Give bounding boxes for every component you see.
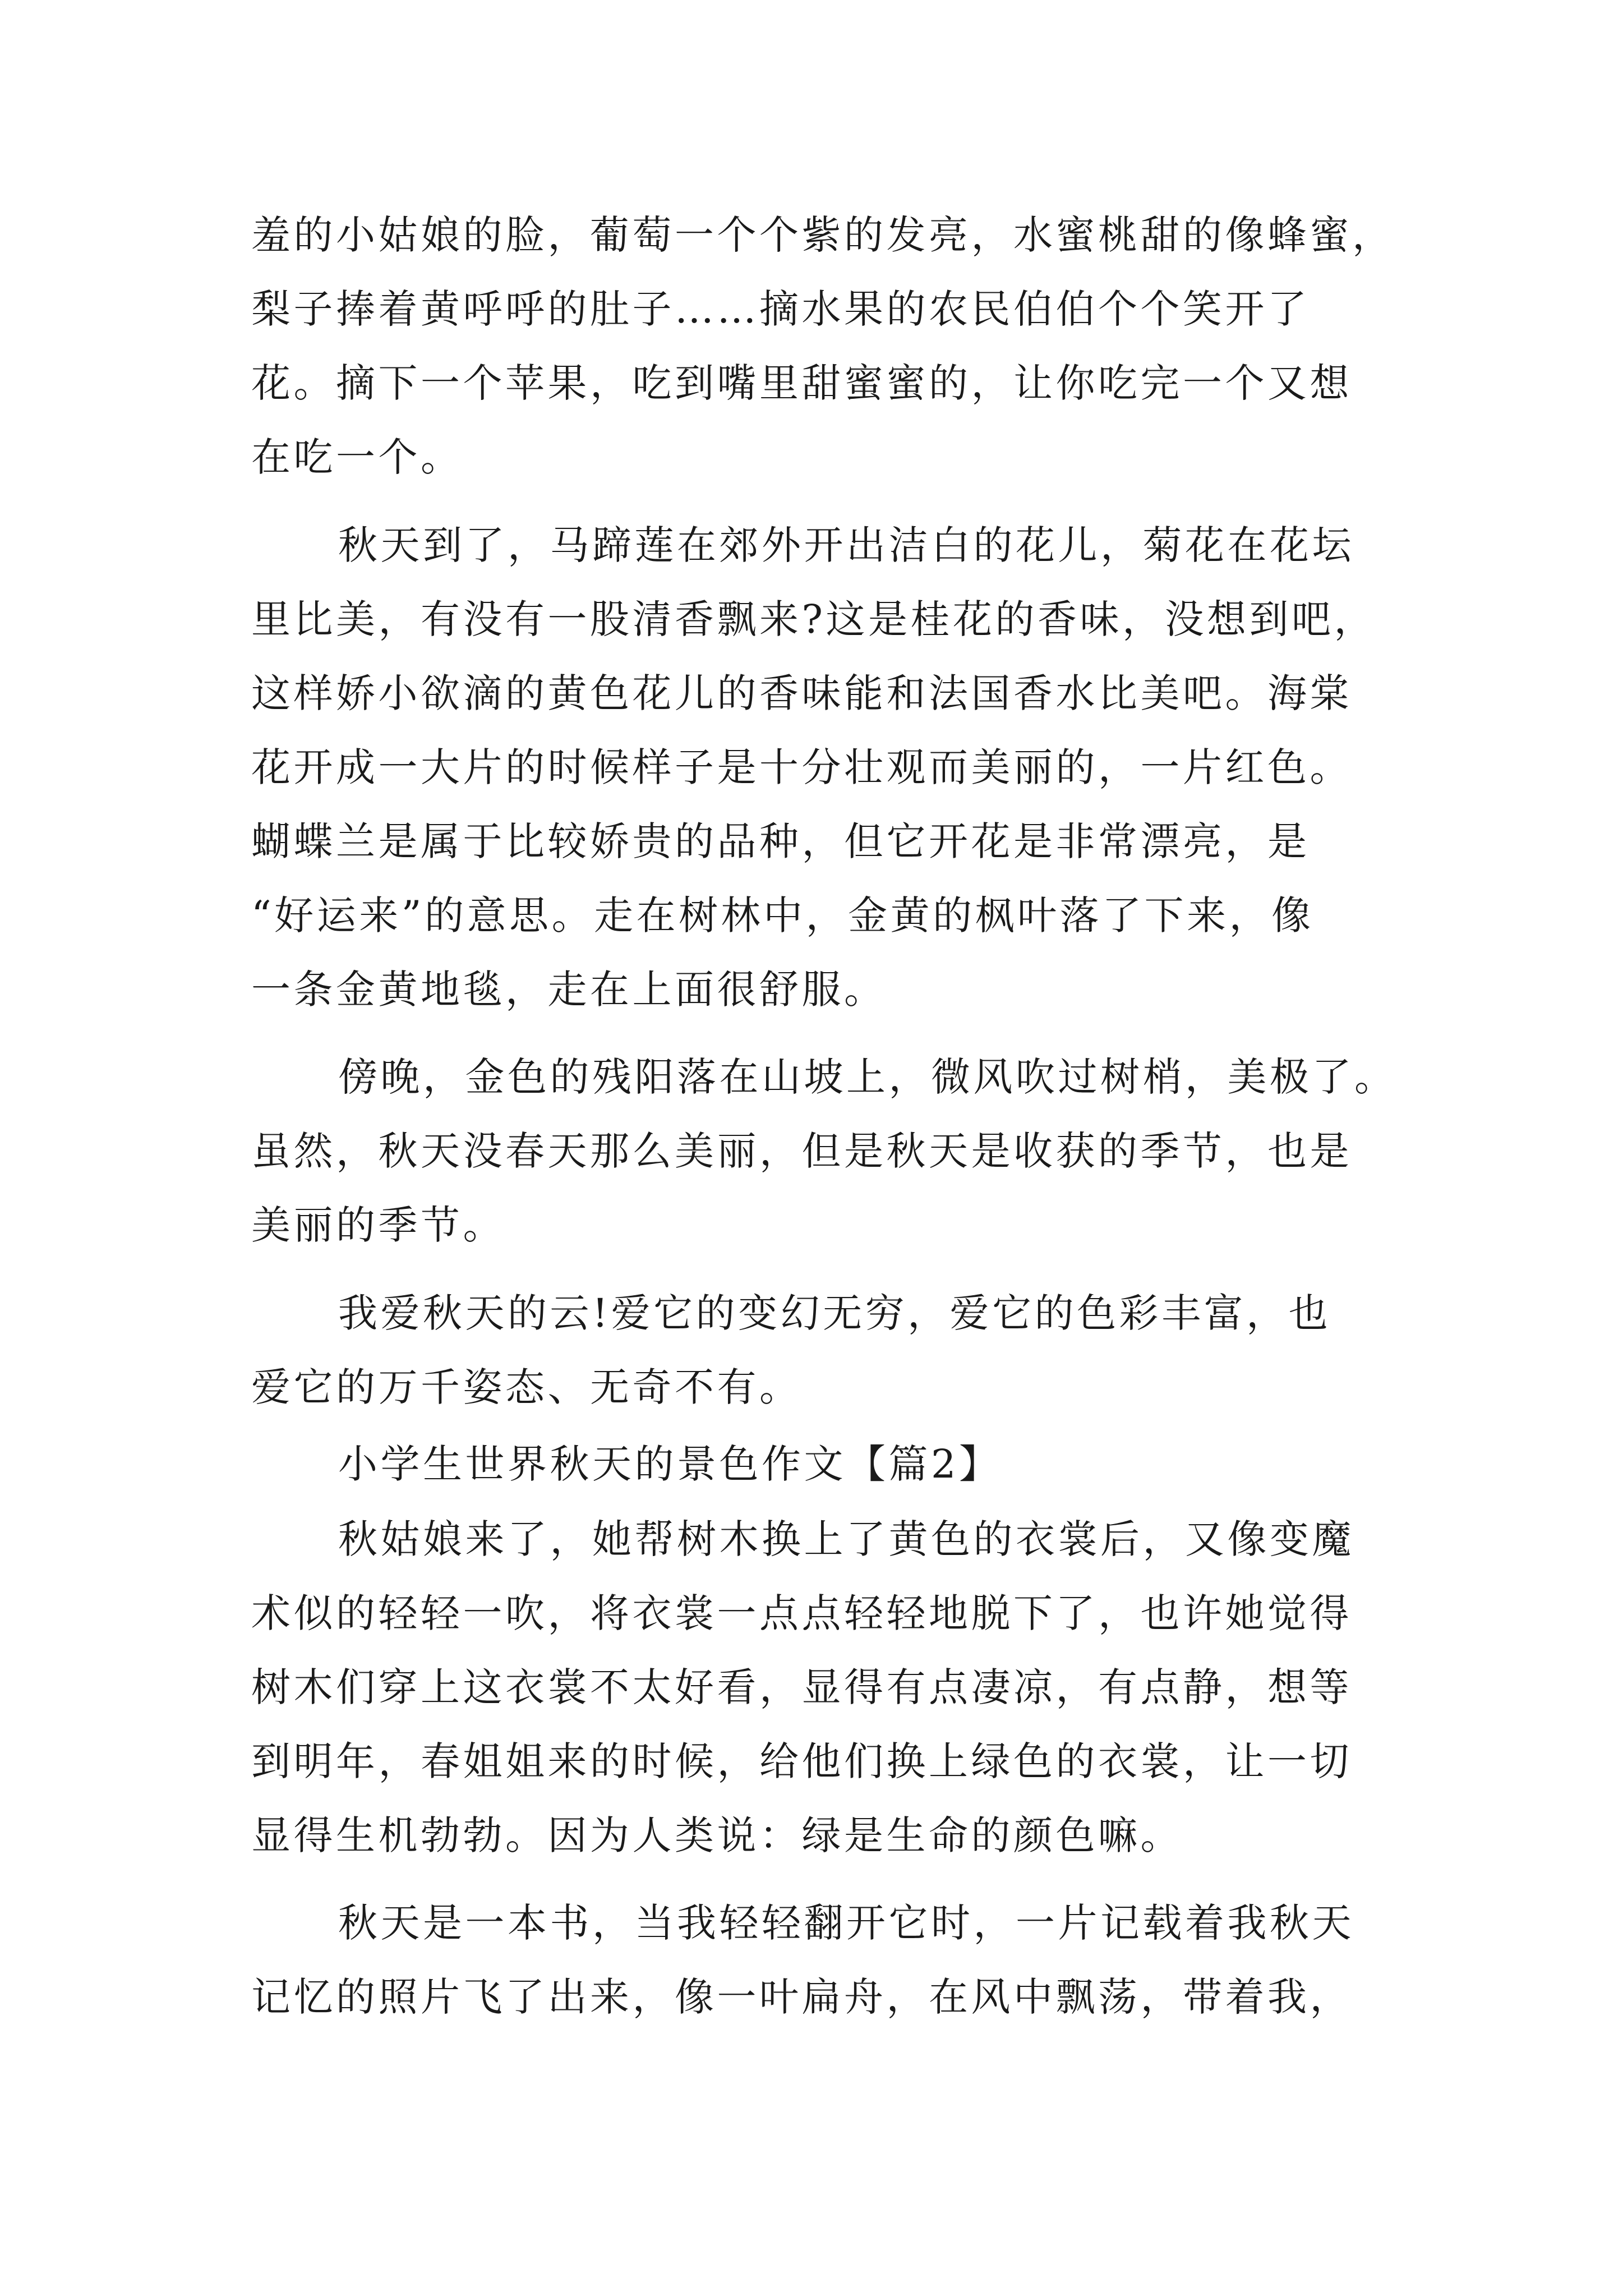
text-line: 蝴蝶兰是属于比较娇贵的品种，但它开花是非常漂亮，是 [251, 818, 1310, 864]
text-line: 在吃一个。 [251, 434, 463, 480]
text-line: 花开成一大片的时候样子是十分壮观而美丽的，一片红色。 [251, 744, 1352, 790]
text-line: 虽然，秋天没春天那么美丽，但是秋天是收获的季节，也是 [251, 1128, 1352, 1174]
text-line: 羞的小姑娘的脸，葡萄一个个紫的发亮，水蜜桃甜的像蜂蜜， [251, 212, 1395, 258]
text-line: 这样娇小欲滴的黄色花儿的香味能和法国香水比美吧。海棠 [251, 670, 1352, 716]
paragraph-first-line: 傍晚，金色的残阳落在山坡上，微风吹过树梢，美极了。 [338, 1054, 1397, 1100]
text-line: 爱它的万千姿态、无奇不有。 [251, 1364, 802, 1410]
paragraph-first-line: 秋天是一本书，当我轻轻翻开它时，一片记载着我秋天 [338, 1900, 1354, 1946]
section-heading: 小学生世界秋天的景色作文【篇2】 [338, 1441, 1002, 1487]
paragraph-first-line: 秋姑娘来了，她帮树木换上了黄色的衣裳后，又像变魔 [338, 1516, 1354, 1562]
text-line: 到明年，春姐姐来的时候，给他们换上绿色的衣裳，让一切 [251, 1738, 1352, 1784]
text-line: 花。摘下一个苹果，吃到嘴里甜蜜蜜的，让你吃完一个又想 [251, 360, 1352, 406]
text-line: 记忆的照片飞了出来，像一叶扁舟，在风中飘荡，带着我， [251, 1974, 1352, 2020]
text-line: 一条金黄地毯，走在上面很舒服。 [251, 967, 887, 1013]
text-line: “好运来”的意思。走在树林中，金黄的枫叶落了下来，像 [251, 892, 1314, 938]
text-line: 美丽的季节。 [251, 1202, 505, 1248]
text-line: 术似的轻轻一吹，将衣裳一点点轻轻地脱下了，也许她觉得 [251, 1590, 1352, 1636]
paragraph-first-line: 我爱秋天的云!爱它的变幻无穷，爱它的色彩丰富，也 [338, 1290, 1331, 1336]
text-line: 梨子捧着黄呼呼的肚子……摘水果的农民伯伯个个笑开了 [251, 286, 1310, 332]
text-line: 显得生机勃勃。因为人类说：绿是生命的颜色嘛。 [251, 1812, 1183, 1858]
text-line: 树木们穿上这衣裳不太好看，显得有点凄凉，有点静，想等 [251, 1664, 1352, 1710]
text-line: 里比美，有没有一股清香飘来?这是桂花的香味，没想到吧， [251, 596, 1377, 642]
paragraph-first-line: 秋天到了，马蹄莲在郊外开出洁白的花儿，菊花在花坛 [338, 522, 1354, 568]
